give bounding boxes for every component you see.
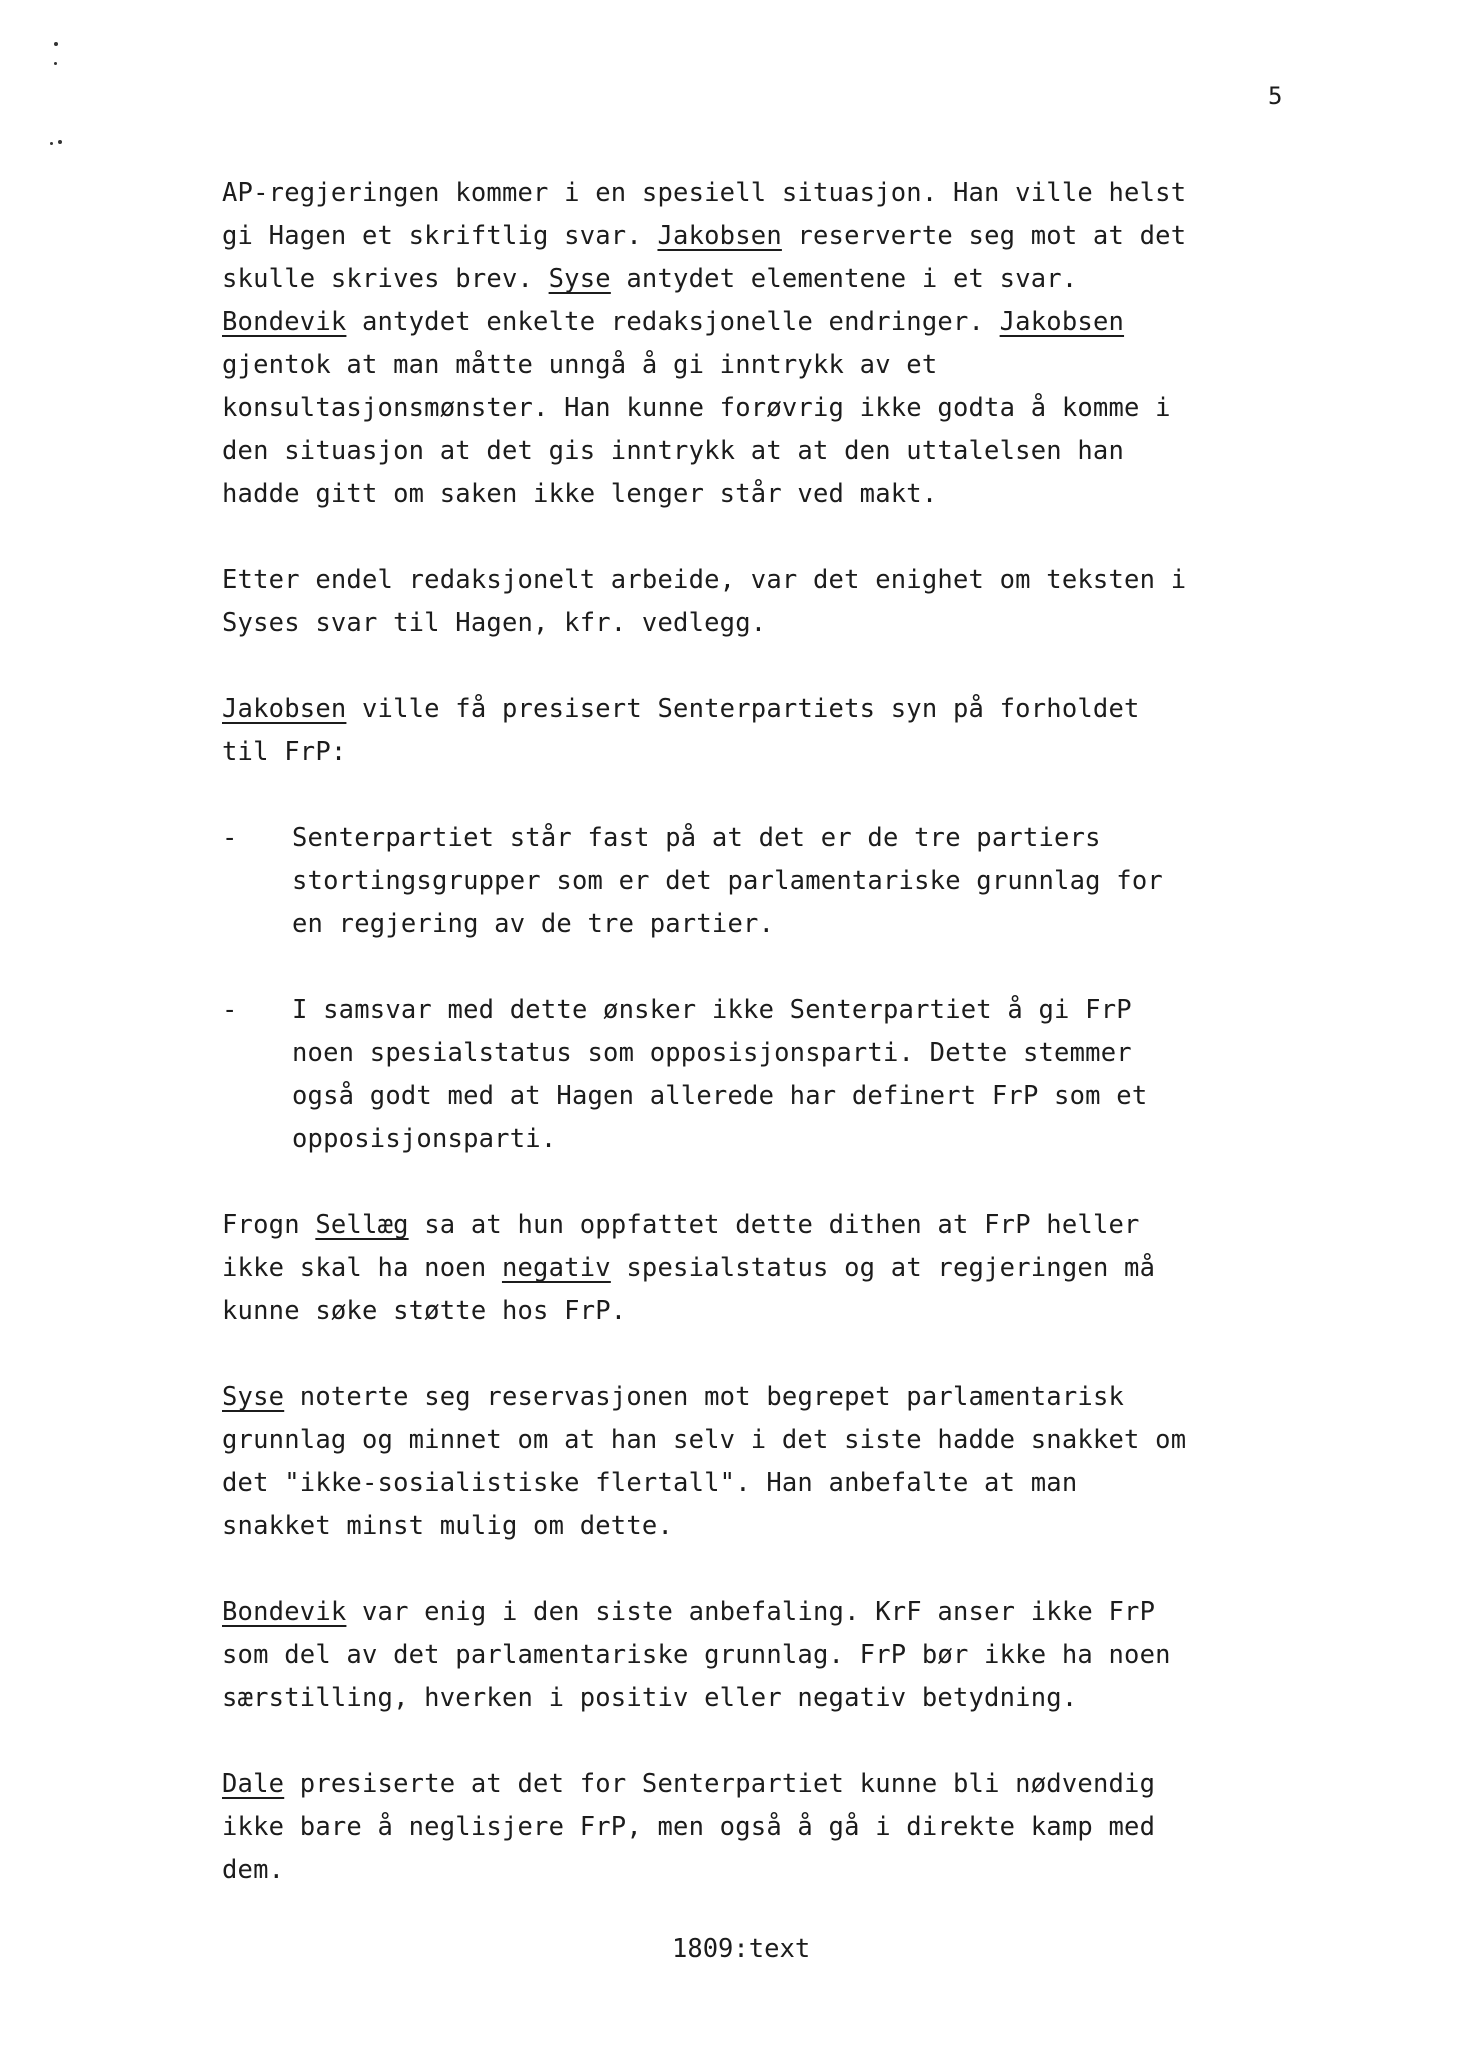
text-line — [292, 817, 1342, 860]
text-run: skulle skrives brev. — [222, 264, 549, 294]
text-line — [222, 1462, 1342, 1505]
text-run: hadde gitt om saken ikke lenger står ved makt. — [222, 479, 938, 509]
text-run: stortingsgrupper som er det parlamentariske grunnlag for — [292, 866, 1163, 896]
text-run: Etter endel redaksjonelt arbeide, var det enighet om teksten i — [222, 565, 1187, 595]
text-run: presiserte at det for Senterpartiet kunne bli nødvendig — [284, 1769, 1156, 1799]
underlined-name: Jakobsen — [222, 694, 347, 724]
text-line — [222, 1290, 1342, 1333]
text-line — [222, 1763, 1342, 1806]
text-line — [222, 688, 1342, 731]
text-run: konsultasjonsmønster. Han kunne forøvrig ikke godta å komme i — [222, 393, 1171, 423]
text-line — [222, 344, 1342, 387]
text-run: kunne søke støtte hos FrP. — [222, 1296, 627, 1326]
paragraph — [222, 1376, 1342, 1548]
text-run: ikke skal ha noen — [222, 1253, 502, 1283]
text-run: ville få presisert Senterpartiets syn på forholdet — [346, 694, 1140, 724]
paragraph — [222, 1763, 1342, 1892]
text-run: den situasjon at det gis inntrykk at at den uttalelsen han — [222, 436, 1125, 466]
text-run: antydet elementene i et svar. — [610, 264, 1078, 294]
text-run: grunnlag og minnet om at han selv i det siste hadde snakket om — [222, 1425, 1187, 1455]
text-line — [222, 1806, 1342, 1849]
underlined-name: Bondevik — [222, 1597, 347, 1627]
text-run: noen spesialstatus som opposisjonsparti. Dette stemmer — [292, 1038, 1132, 1068]
underlined-name: Dale — [222, 1769, 285, 1799]
paragraph-gap — [222, 516, 1342, 559]
text-line — [222, 1247, 1342, 1290]
page-number: 5 — [1268, 82, 1283, 110]
text-run: gjentok at man måtte unngå å gi inntrykk av et — [222, 350, 938, 380]
paragraph — [222, 1591, 1342, 1720]
text-run: Syses svar til Hagen, kfr. vedlegg. — [222, 608, 767, 638]
text-run: som del av det parlamentariske grunnlag. FrP bør ikke ha noen — [222, 1640, 1171, 1670]
text-line — [222, 1677, 1342, 1720]
text-line — [292, 903, 1342, 946]
text-run: reserverte seg mot at det — [781, 221, 1187, 251]
text-run: snakket minst mulig om dette. — [222, 1511, 674, 1541]
text-line — [222, 559, 1342, 602]
scan-speck — [54, 42, 58, 46]
paragraph — [222, 688, 1342, 774]
text-line — [222, 1849, 1342, 1892]
underlined-name: Bondevik — [222, 307, 347, 337]
text-run: AP-regjeringen kommer i en spesiell situasjon. Han ville helst — [222, 178, 1187, 208]
paragraph — [222, 1204, 1342, 1333]
text-run: spesialstatus og at regjeringen må — [610, 1253, 1156, 1283]
text-run: til FrP: — [222, 737, 347, 767]
underlined-name: negativ — [501, 1253, 611, 1283]
text-line — [292, 1075, 1342, 1118]
text-line — [222, 473, 1342, 516]
text-run: noterte seg reservasjonen mot begrepet parlamentarisk — [284, 1382, 1125, 1412]
text-line — [222, 430, 1342, 473]
text-run: særstilling, hverken i positiv eller negativ betydning. — [222, 1683, 1078, 1713]
text-line — [222, 258, 1342, 301]
paragraph — [222, 559, 1342, 645]
text-line — [222, 1419, 1342, 1462]
list-dash: - — [222, 995, 238, 1025]
text-line — [222, 172, 1342, 215]
dash-list-item — [222, 989, 1342, 1161]
text-line — [292, 1118, 1342, 1161]
paragraph-gap — [222, 946, 1342, 989]
text-line — [222, 1505, 1342, 1548]
list-dash: - — [222, 823, 238, 853]
underlined-name: Sellæg — [315, 1210, 409, 1240]
scan-speck — [50, 142, 53, 145]
text-run: sa at hun oppfattet dette dithen at FrP heller — [408, 1210, 1140, 1240]
text-run: opposisjonsparti. — [292, 1124, 557, 1154]
text-run: I samsvar med dette ønsker ikke Senterpartiet å gi FrP — [292, 995, 1132, 1025]
text-line — [222, 387, 1342, 430]
text-line — [292, 1032, 1342, 1075]
text-run: gi Hagen et skriftlig svar. — [222, 221, 658, 251]
text-run: antydet enkelte redaksjonelle endringer. — [346, 307, 1000, 337]
paragraph-gap — [222, 774, 1342, 817]
underlined-name: Jakobsen — [999, 307, 1125, 337]
paragraph-gap — [222, 645, 1342, 688]
underlined-name: Jakobsen — [657, 221, 782, 251]
text-run: Frogn — [222, 1210, 316, 1240]
underlined-name: Syse — [548, 264, 611, 294]
text-line — [222, 1376, 1342, 1419]
text-run: dem. — [222, 1855, 285, 1885]
document-body — [222, 172, 1342, 1892]
text-run: Senterpartiet står fast på at det er de tre partiers — [292, 823, 1101, 853]
text-run: var enig i den siste anbefaling. KrF anser ikke FrP — [346, 1597, 1156, 1627]
text-run: en regjering av de tre partier. — [292, 909, 775, 939]
text-line — [222, 602, 1342, 645]
paragraph-gap — [222, 1548, 1342, 1591]
paragraph — [222, 172, 1342, 516]
text-line — [222, 1591, 1342, 1634]
text-line — [222, 1204, 1342, 1247]
paragraph-gap — [222, 1333, 1342, 1376]
underlined-name: Syse — [222, 1382, 285, 1412]
scan-speck — [54, 62, 57, 65]
text-run: det "ikke-sosialistiske flertall". Han anbefalte at man — [222, 1468, 1078, 1498]
text-line — [292, 860, 1342, 903]
text-line — [292, 989, 1342, 1032]
text-line — [222, 1634, 1342, 1677]
scan-speck — [58, 140, 62, 144]
text-line — [222, 301, 1342, 344]
text-run: også godt med at Hagen allerede har definert FrP som et — [292, 1081, 1148, 1111]
dash-list-item — [222, 817, 1342, 946]
text-line — [222, 731, 1342, 774]
paragraph-gap — [222, 1720, 1342, 1763]
paragraph-gap — [222, 1161, 1342, 1204]
document-footer: 1809:text — [672, 1934, 811, 1964]
text-run: ikke bare å neglisjere FrP, men også å gå i direkte kamp med — [222, 1812, 1156, 1842]
text-line — [222, 215, 1342, 258]
